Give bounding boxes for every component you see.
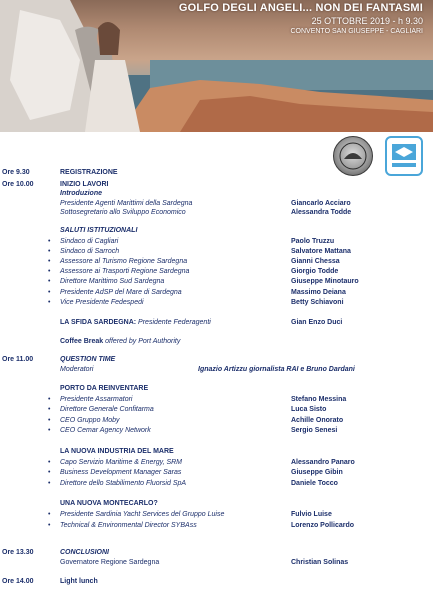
bullet-icon: •	[48, 396, 51, 403]
role-row: CEO Cemar Agency Network	[60, 427, 151, 434]
role-row: Presidente AdSP del Mare di Sardegna	[60, 289, 182, 296]
role-row: Vice Presidente Fedespedi	[60, 299, 144, 306]
role-row: Technical & Environmental Director SYBAss	[60, 522, 197, 529]
speaker-name: Achille Onorato	[291, 417, 344, 424]
speaker-name: Alessandra Todde	[291, 209, 352, 216]
bullet-icon: •	[48, 417, 51, 424]
speaker-name: Lorenzo Pollicardo	[291, 522, 355, 529]
role-row: Presidente Sardinia Yacht Services del Gruppo Luise	[60, 511, 225, 518]
bullet-icon: •	[48, 511, 51, 518]
bullet-icon: •	[48, 406, 51, 413]
bullet-icon: •	[48, 427, 51, 434]
event-title: GOLFO DEGLI ANGELI... NON DEI FANTASMI	[178, 2, 423, 14]
event-venue: CONVENTO SAN GIUSEPPE - CAGLIARI	[290, 28, 423, 35]
bullet-icon: •	[48, 480, 51, 487]
speaker-name: Daniele Tocco	[291, 480, 338, 487]
speaker-name: Giuseppe Gibin	[291, 469, 343, 476]
bullet-icon: •	[48, 278, 51, 285]
coffee-break-title: Coffee Break	[60, 338, 104, 345]
coffee-break-note: offered by Port Authority	[105, 338, 181, 345]
bullet-icon: •	[48, 299, 51, 306]
role-row: Sindaco di Cagliari	[60, 238, 119, 245]
bullet-icon: •	[48, 522, 51, 529]
role-row: Direttore dello Stabilimento Fluorsid SpA	[60, 480, 187, 487]
role-row: Sindaco di Sarroch	[60, 248, 120, 255]
moderators-label: Moderatori	[60, 366, 94, 373]
section-light-lunch: Light lunch	[60, 578, 98, 585]
section-sfida-sardegna	[60, 318, 211, 327]
speaker-name: Giancarlo Acciaro	[291, 200, 351, 207]
speaker-name: Massimo Deiana	[291, 289, 346, 296]
speaker-name: Sergio Senesi	[291, 427, 338, 434]
speaker-name: Betty Schiavoni	[291, 299, 344, 306]
section-montecarlo: UNA NUOVA MONTECARLO?	[60, 500, 158, 507]
speaker-name: Gianni Chessa	[291, 258, 340, 265]
role-row: Direttore Marittimo Sud Sardegna	[60, 278, 165, 285]
role-row: Capo Servizio Maritime & Energy, SRM	[60, 459, 183, 466]
role-row: Assessore al Turismo Regione Sardegna	[60, 258, 188, 265]
speaker-name: Gian Enzo Duci	[291, 319, 343, 326]
section-question-time: QUESTION TIME	[60, 356, 116, 363]
time-conclusioni: Ore 13.30	[2, 549, 34, 556]
speaker-name: Alessandro Panaro	[291, 459, 355, 466]
bullet-icon: •	[48, 459, 51, 466]
section-conclusioni: CONCLUSIONI	[60, 549, 109, 556]
time-registrazione: Ore 9.30	[2, 169, 30, 176]
speaker-name: Fulvio Luise	[291, 511, 332, 518]
time-lunch: Ore 14.00	[2, 578, 34, 585]
speaker-name: Salvatore Mattana	[291, 248, 351, 255]
role-row: Assessore ai Trasporti Regione Sardegna	[60, 268, 190, 275]
bullet-icon: •	[48, 469, 51, 476]
speaker-name: Giorgio Todde	[291, 268, 339, 275]
role-row: Presidente Agenti Marittimi della Sardegna	[60, 200, 193, 207]
speaker-name: Luca Sisto	[291, 406, 327, 413]
role-row: Business Development Manager Saras	[60, 469, 182, 476]
role-row: Presidente Assarmatori	[60, 396, 133, 403]
sfida-role: Presidente Federagenti	[138, 319, 211, 326]
bullet-icon: •	[48, 289, 51, 296]
section-saluti: SALUTI ISTITUZIONALI	[60, 227, 138, 234]
speaker-name: Giuseppe Minotauro	[291, 278, 359, 285]
section-industria: LA NUOVA INDUSTRIA DEL MARE	[60, 448, 174, 455]
sfida-title: LA SFIDA SARDEGNA:	[60, 319, 137, 326]
role-row: Direttore Generale Confitarma	[60, 406, 154, 413]
time-inizio: Ore 10.00	[2, 181, 34, 188]
role-row: CEO Gruppo Moby	[60, 417, 120, 424]
bullet-icon: •	[48, 258, 51, 265]
bullet-icon: •	[48, 238, 51, 245]
role-row: Sottosegretario allo Sviluppo Economico	[60, 209, 186, 216]
speaker-name: Stefano Messina	[291, 396, 347, 403]
section-porto: PORTO DA REINVENTARE	[60, 385, 149, 392]
event-date: 25 OTTOBRE 2019 - h 9.30	[311, 16, 423, 26]
speaker-name: Christian Solinas	[291, 559, 349, 566]
section-inizio-lavori: INIZIO LAVORI	[60, 181, 109, 188]
coffee-break	[60, 337, 180, 346]
moderators-names: Ignazio Artizzu giornalista RAI e Bruno Dardani	[198, 366, 355, 373]
speaker-name: Paolo Truzzu	[291, 238, 335, 245]
time-question: Ore 11.00	[2, 356, 34, 363]
section-registrazione: REGISTRAZIONE	[60, 169, 118, 176]
subtitle-introduzione: Introduzione	[60, 190, 102, 197]
role-row: Governatore Regione Sardegna	[60, 559, 160, 566]
bullet-icon: •	[48, 268, 51, 275]
bullet-icon: •	[48, 248, 51, 255]
